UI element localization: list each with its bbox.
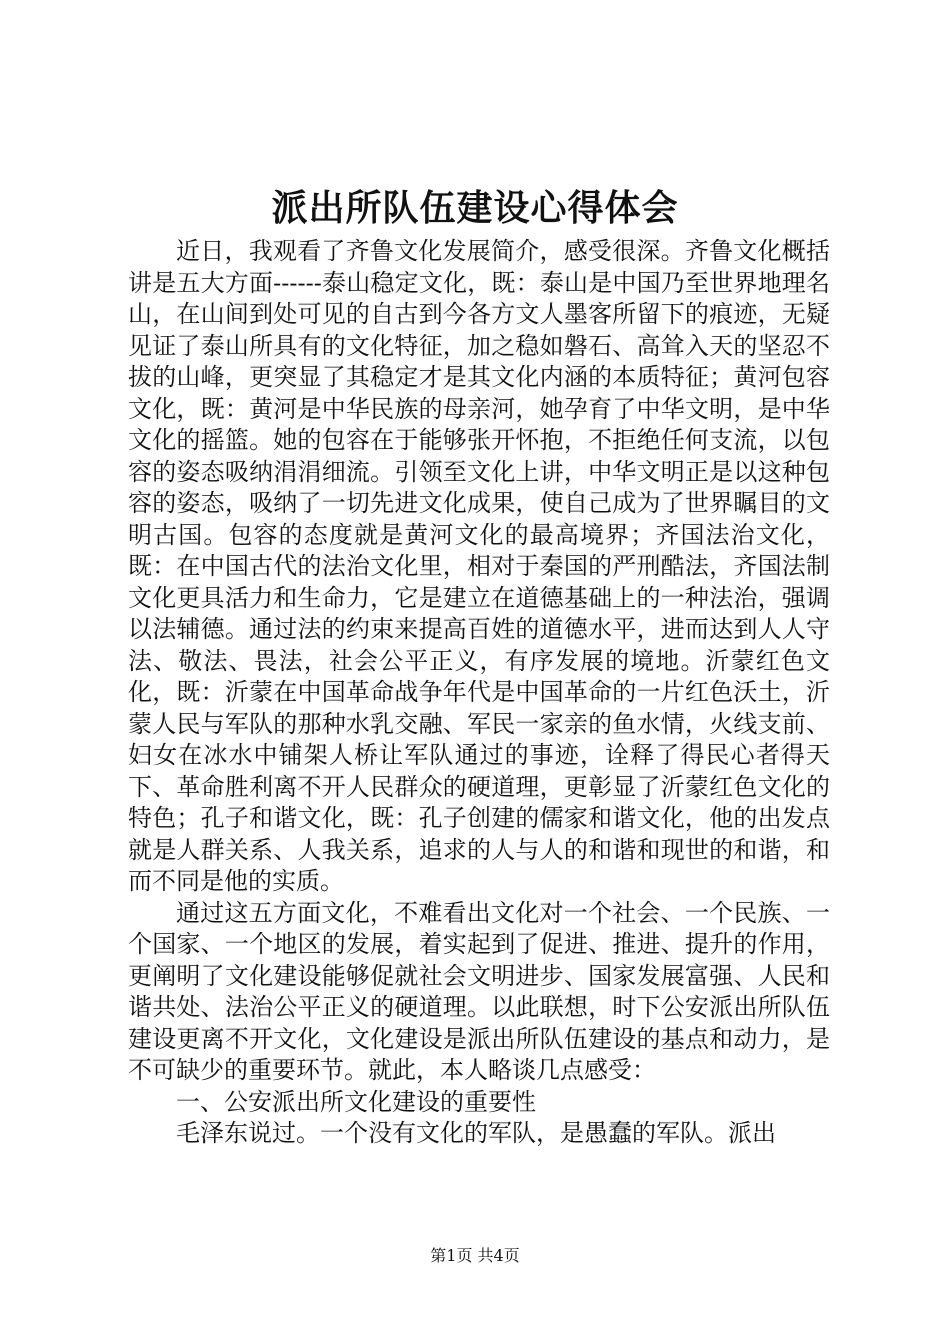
section-heading: 一、公安派出所文化建设的重要性 [176,1087,536,1116]
paragraph-3: 毛泽东说过。一个没有文化的军队，是愚蠢的军队。派出 [176,1119,776,1147]
paragraph-2: 通过这五方面文化，不难看出文化对一个社会、一个民族、一个国家、一个地区的发展，着实起到了促进、推进、提升的作用，更阐明了文化建设能够促就社会文明进步、国家发展富强、人民和谐共处、法治公平正义的硬道理。以此联想，时下公安派出所队伍建设更离不开文化，文化建设是派出所队伍建设的基点和动力，是不可缺少的重要环节。就此，本人略谈几点感受： [128,898,830,1084]
paragraph-1: 近日，我观看了齐鲁文化发展简介，感受很深。齐鲁文化概括讲是五大方面------泰山稳定文化，既：泰山是中国乃至世界地理名山，在山间到处可见的自古到今各方文人墨客所留下的痕迹，无疑见证了泰山所具有的文化特征，加之稳如磐石、高耸入天的坚忍不拔的山峰，更突显了其稳定才是其文化内涵的本质特征；黄河包容文化，既：黄河是中华民族的母亲河，她孕育了中华文明，是中华文化的摇篮。她的包容在于能够张开怀抱，不拒绝任何支流，以包容的姿态吸纳涓涓细流。引领至文化上讲，中华文明正是以这种包容的姿态，吸纳了一切先进文化成果，使自己成为了世界瞩目的文明古国。包容的态度就是黄河文化的最高境界；齐国法治文化，既：在中国古代的法治文化里，相对于秦国的严刑酷法，齐国法制文化更具活力和生命力，它是建立在道德基础上的一种法治，强调以法辅德。通过法的约束来提高百姓的道德水平，进而达到人人守法、敬法、畏法，社会公平正义，有序发展的境地。沂蒙红色文化，既：沂蒙在中国革命战争年代是中国革命的一片红色沃土，沂蒙人民与军队的那种水乳交融、军民一家亲的鱼水情，火线支前、妇女在冰水中铺架人桥让军队通过的事迹，诠释了得民心者得天下、革命胜利离不开人民群众的硬道理，更彰显了沂蒙红色文化的特色；孔子和谐文化，既：孔子创建的儒家和谐文化，他的出发点就是人群关系、人我关系，追求的人与人的和谐和现世的和谐，和而不同是他的实质。 [128,237,830,895]
document-body [128,236,830,1150]
page-number-footer: 第1页 共4页 [430,1246,520,1265]
document-title: 派出所队伍建设心得体会 [271,187,679,229]
